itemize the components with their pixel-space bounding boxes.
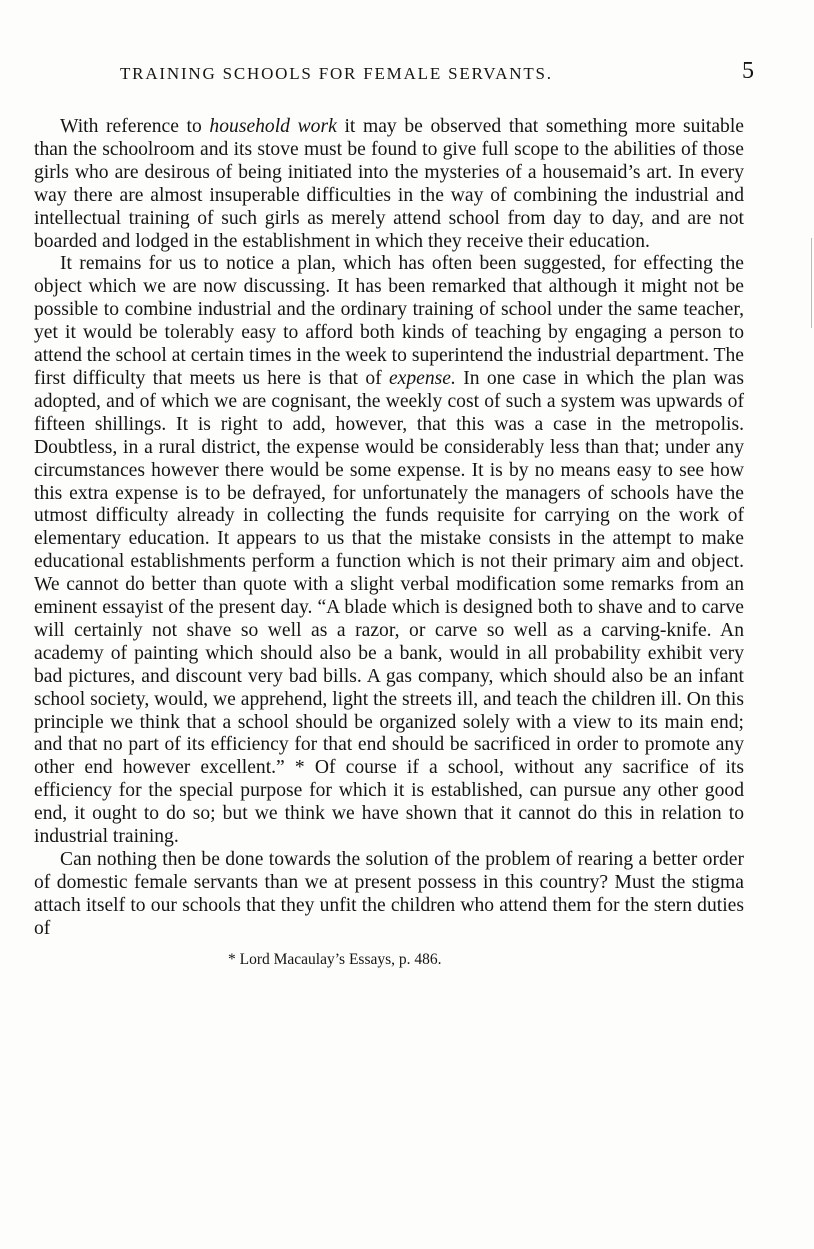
italic-phrase: household work [209,116,337,137]
page-number: 5 [742,58,754,84]
italic-phrase: expense. [388,367,456,389]
paragraph-question: Can nothing then be done towards the solution of the problem of rearing a better order of domestic female servants than we at present possess in this country? Must the stigma attach itself to our schools that they unfit the children who attend them for the stern duties of [34,849,744,939]
running-title: TRAINING SCHOOLS FOR FEMALE SERVANTS. [120,64,553,83]
footnote: * Lord Macaulay’s Essays, p. 486. [228,950,442,968]
book-page [34,58,754,969]
page-edge-mark [811,238,812,328]
paragraph-plan: It remains for us to notice a plan, which has often been suggested, for effecting the object which we are now discussing. It has been remarked that although it might not be possible to combine industrial and the ordinary training of school under the same teacher, yet it would be tolerably easy to afford both kinds of teaching by engaging a person to attend the school at certain times in the week to superintend the industrial department. The first difficulty that meets us here is that of expense. In one case in which the plan was adopted, and of which we are cognisant, the weekly cost of such a system was upwards of fifteen shillings. It is right to add, however, that this was a case in the metropolis. Doubtless, in a rural district, the expense would be considerably less than that; under any circumstances however there would be some expense. It is by no means easy to see how this extra expense is to be defrayed, for unfortunately the managers of schools have the utmost difficulty already in collecting the funds requisite for carrying on the work of elementary education. It appears to us that the mistake consists in the attempt to make educational establishments perform a function which is not their primary aim and object. We cannot do better than quote with a slight verbal modification some remarks from an eminent essayist of the present day. “A blade which is designed both to shave and to carve will certainly not shave so well as a razor, or carve so well as a carving-knife. An academy of painting which should also be a bank, would in all probability exhibit very bad pictures, and discount very bad bills. A gas company, which should also be an infant school society, would, we apprehend, light the streets ill, and teach the children ill. On this principle we think that a school should be organized solely with a view to its main end; and that no part of its efficiency for that end should be sacrificed in order to promote any other end however excellent.” * Of course if a school, without any sacrifice of its efficiency for the special purpose for which it is established, can pursue any other good end, it ought to do so; but we think we have shown that it cannot do this in relation to industrial training. [34,253,744,848]
body-text [34,116,744,941]
paragraph-household-work: With reference to household work it may be observed that something more suitable than the schoolroom and its stove must be found to give full scope to the abilities of those girls who are desirous of being initiated into the mysteries of a housemaid’s art. In every way there are almost insuperable difficulties in the way of combining the industrial and intellectual training of such girls as merely attend school from day to day, and are not boarded and lodged in the establishment in which they receive their education. [34,116,744,252]
running-head [34,58,754,98]
